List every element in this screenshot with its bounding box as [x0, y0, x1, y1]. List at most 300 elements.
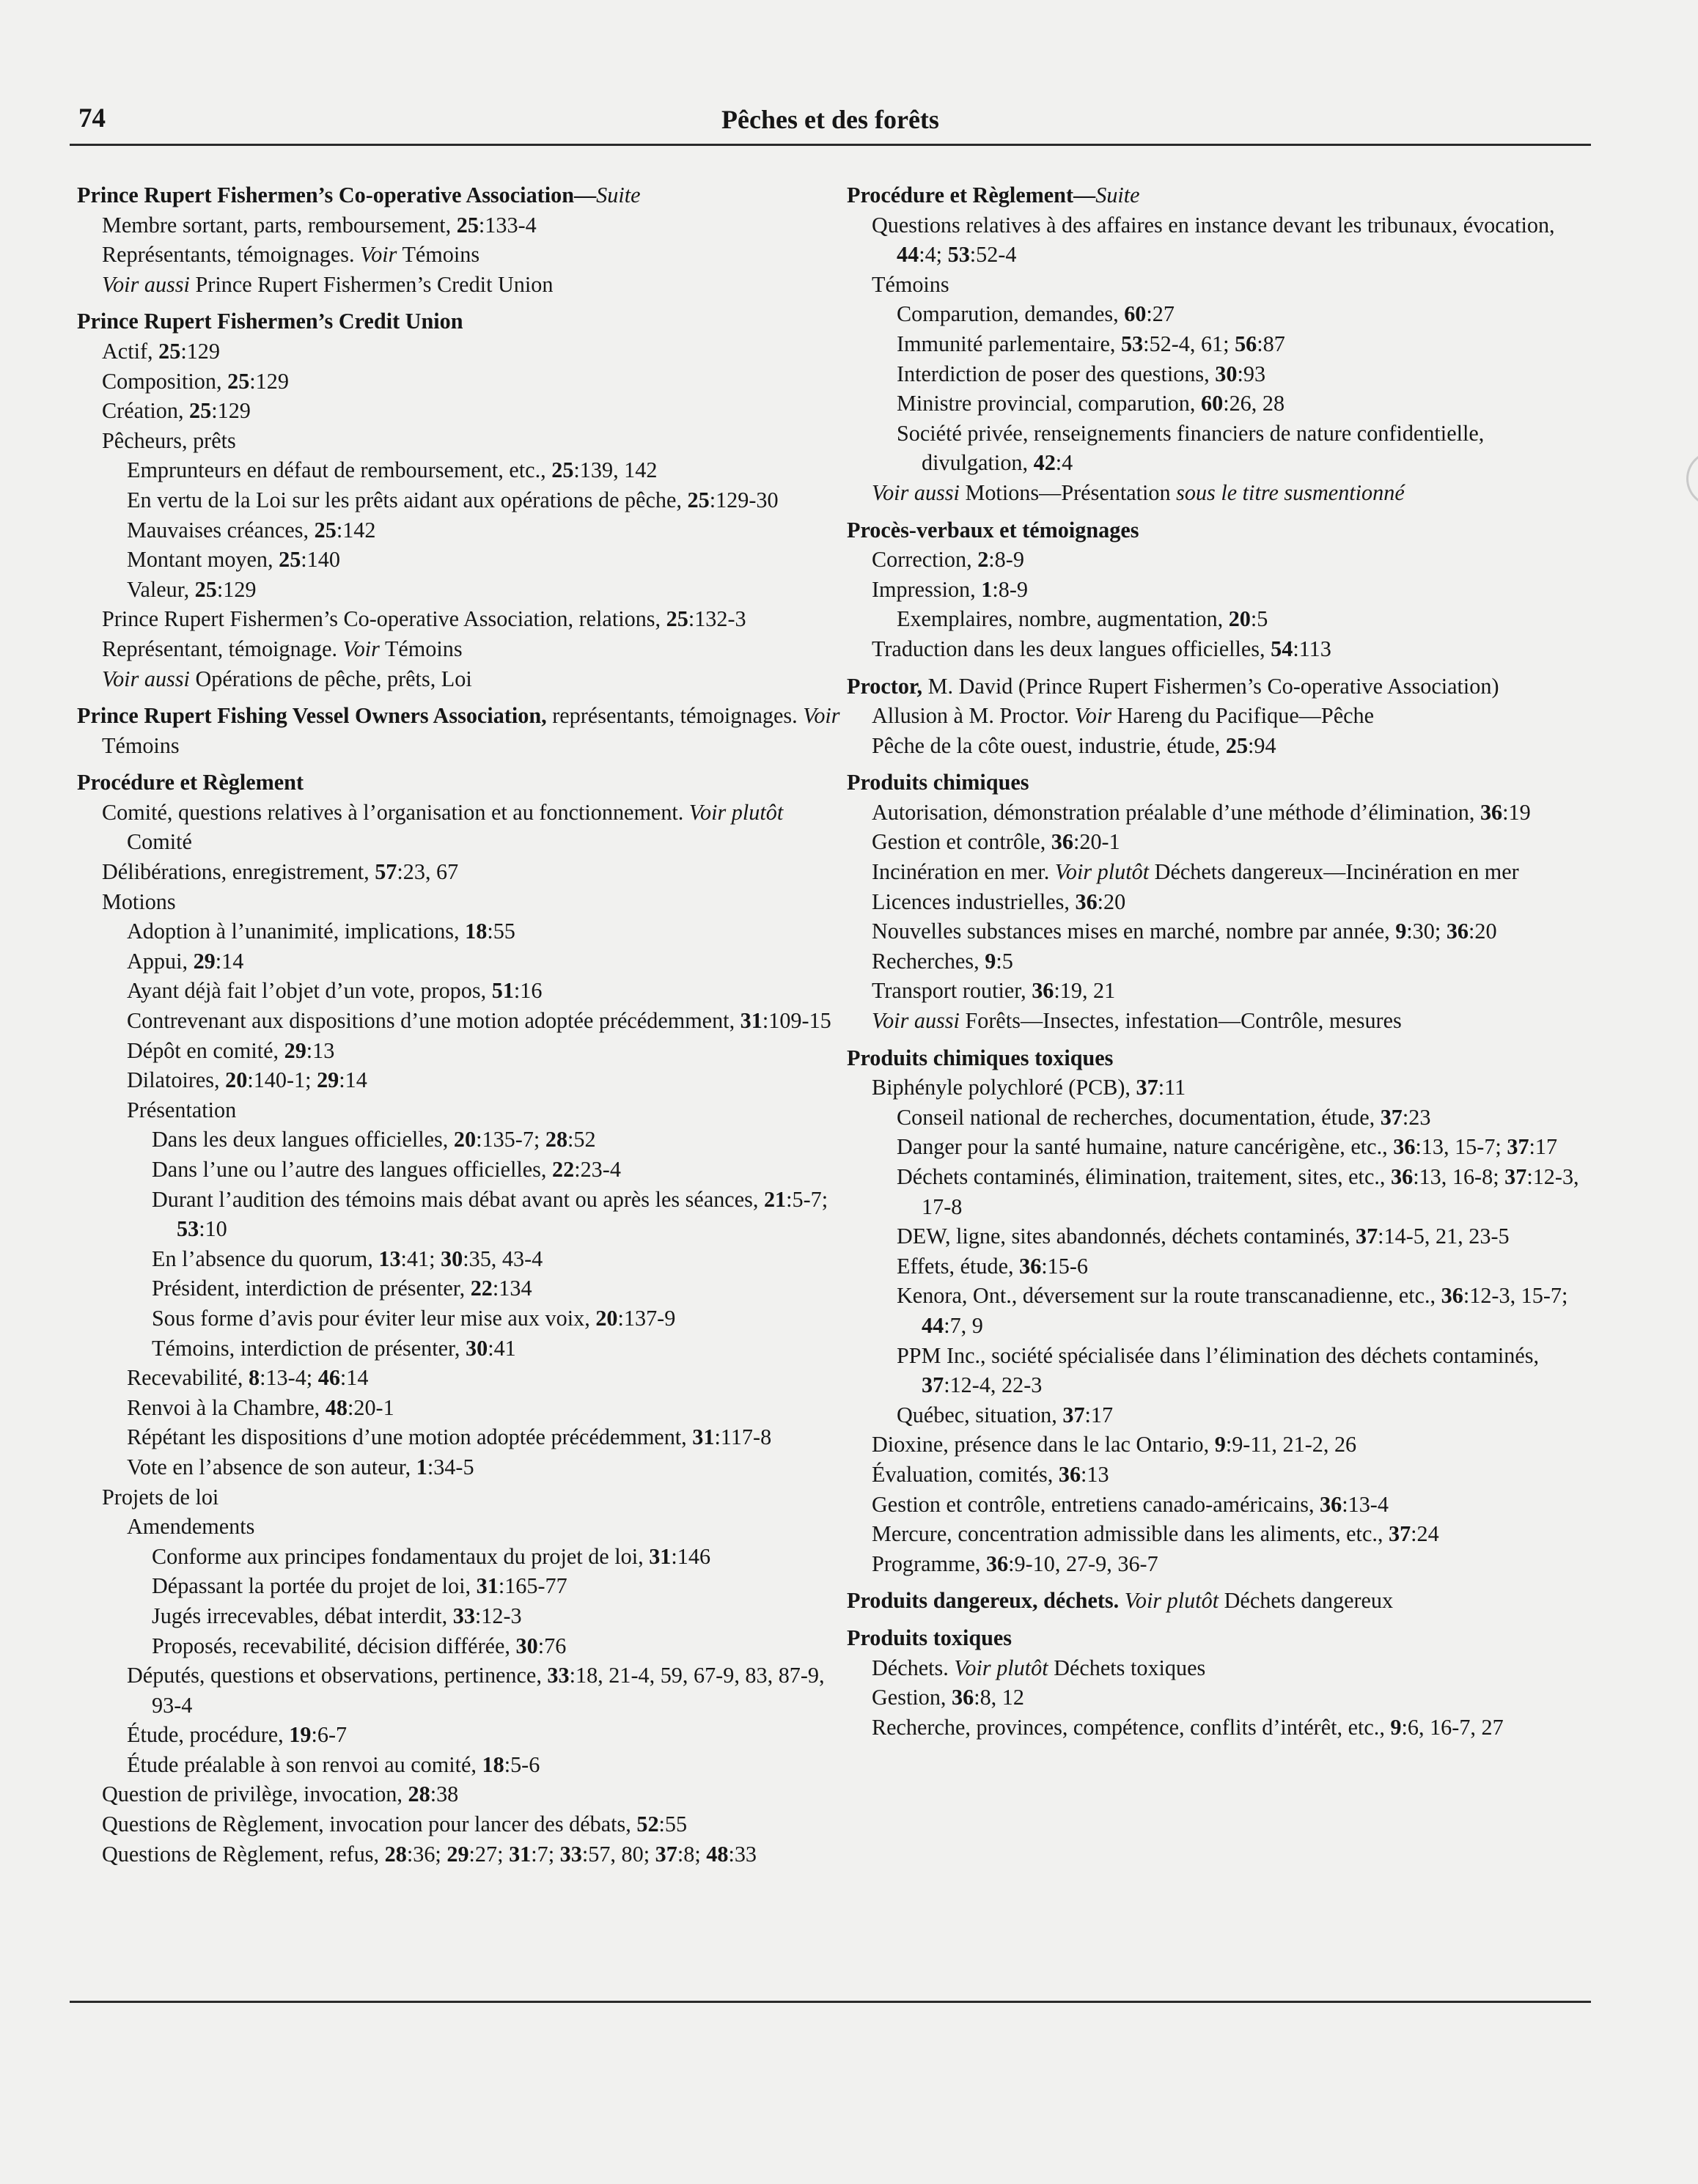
entry-text: :27; [468, 1841, 510, 1867]
index-subentry [847, 299, 1591, 329]
entry-text: :129 [249, 368, 289, 394]
entry-text: :4; [919, 242, 948, 268]
entry-text: Prince Rupert Fishermen’s Co-operative Association [77, 183, 574, 207]
entry-text: 29 [193, 948, 216, 974]
entry-text: Proctor, [847, 673, 923, 699]
entry-text: :52-4 [969, 242, 1017, 268]
entry-text: Immunité parlementaire, [897, 331, 1121, 356]
entry-text: :20-1 [347, 1394, 394, 1420]
entry-text: Québec, situation, [897, 1402, 1063, 1427]
entry-text: 37 [1062, 1402, 1085, 1427]
entry-text: :17 [1084, 1402, 1114, 1427]
index-subentry [77, 1661, 847, 1720]
entry-text: 25 [666, 606, 688, 632]
entry-text: Dépôt en comité, [127, 1037, 284, 1063]
entry-text: Dioxine, présence dans le lac Ontario, [872, 1432, 1215, 1457]
entry-text: 52 [636, 1812, 659, 1837]
entry-text: Évaluation, comités, [872, 1461, 1059, 1487]
entry-text: :52-4, 61; [1143, 331, 1235, 356]
entry-text: :34-5 [427, 1454, 474, 1479]
entry-text: 19 [289, 1722, 312, 1748]
index-subentry [77, 1334, 847, 1364]
entry-text: 29 [446, 1841, 469, 1867]
entry-text: Montant moyen, [127, 547, 279, 573]
entry-text: 36 [952, 1685, 974, 1710]
entry-text: représentants, témoignages. [546, 703, 804, 729]
index-subentry [77, 1273, 847, 1304]
entry-text: Étude, procédure, [127, 1722, 290, 1748]
index-subentry [77, 1363, 847, 1393]
index-column-right [847, 180, 1591, 1742]
entry-text: Appui, [127, 948, 194, 974]
entry-text: 36 [1441, 1283, 1463, 1309]
entry-text: Pêcheurs, prêts [102, 427, 236, 453]
entry-text: 25 [687, 487, 710, 512]
entry-text: Valeur, [127, 576, 195, 602]
binder-tab-mark [1686, 451, 1698, 507]
entry-text: :20 [1469, 919, 1497, 944]
index-subentry [77, 396, 847, 426]
entry-text: :41; [400, 1246, 441, 1271]
entry-text: Ayant déjà fait l’objet d’un vote, propos, [127, 978, 492, 1004]
entry-text: Licences industrielles, [872, 889, 1076, 914]
entry-text: 20 [595, 1305, 618, 1331]
entry-text: 9 [1214, 1432, 1226, 1457]
entry-text: :14 [215, 948, 244, 974]
entry-text: Voir plutôt [1054, 859, 1150, 885]
entry-text: Membre sortant, parts, remboursement, [102, 212, 457, 238]
index-subentry [847, 731, 1591, 761]
entry-text: :33 [728, 1841, 757, 1867]
entry-text: Voir [342, 636, 380, 661]
entry-text: Conseil national de recherches, documentation, étude, [897, 1104, 1381, 1130]
index-subentry [847, 1281, 1591, 1340]
index-subentry [847, 1400, 1591, 1430]
entry-text: 37 [1507, 1134, 1529, 1160]
index-subentry [847, 1653, 1591, 1683]
entry-text: Prince Rupert Fishing Vessel Owners Association, [77, 703, 547, 729]
entry-text: 36 [1391, 1164, 1414, 1189]
index-heading [847, 515, 1591, 545]
entry-text: 8 [248, 1365, 260, 1391]
entry-text: Déchets dangereux—Incinération en mer [1149, 859, 1519, 885]
entry-text: Nouvelles substances mises en marché, nombre par année, [872, 919, 1396, 944]
index-subentry [77, 455, 847, 485]
entry-text: 25 [158, 338, 181, 364]
index-heading [77, 701, 847, 760]
entry-text: — [573, 183, 597, 207]
entry-text: Produits chimiques toxiques [847, 1045, 1114, 1070]
entry-text: Représentant, témoignage. [102, 636, 343, 661]
entry-text: Voir plutôt [954, 1655, 1048, 1680]
entry-text: Dilatoires, [127, 1067, 226, 1093]
index-subentry [847, 946, 1591, 977]
entry-text: Procès-verbaux et témoignages [847, 517, 1139, 543]
index-subentry [847, 1006, 1591, 1036]
entry-text: Gestion et contrôle, [872, 829, 1051, 855]
index-subentry [847, 887, 1591, 917]
entry-text: 33 [559, 1841, 582, 1867]
entry-text: 36 [1320, 1491, 1342, 1517]
entry-text: :13-4; [260, 1365, 318, 1391]
entry-text: Voir [803, 703, 840, 729]
entry-text: :6-7 [311, 1722, 348, 1748]
entry-text: :140-1; [247, 1067, 317, 1093]
entry-text: Forêts—Insectes, infestation—Contrôle, mesures [959, 1008, 1402, 1034]
entry-text: Amendements [127, 1514, 255, 1540]
entry-text: Dans l’une ou l’autre des langues officielles, [152, 1157, 552, 1182]
index-subentry [847, 575, 1591, 605]
entry-text: sous le titre susmentionné [1176, 479, 1405, 505]
entry-text: :93 [1237, 361, 1266, 386]
entry-text: Témoins [379, 636, 463, 661]
entry-text: Produits chimiques [847, 770, 1029, 795]
entry-text: 20 [1228, 606, 1251, 632]
index-subentry [77, 1452, 847, 1482]
entry-text: Prince Rupert Fishermen’s Credit Union [189, 271, 554, 297]
entry-text: Gestion et contrôle, entretiens canado-américains, [872, 1491, 1320, 1517]
footer-rule [70, 2001, 1591, 2003]
running-title: Pêches et des forêts [721, 105, 939, 134]
entry-text: Déchets. [872, 1655, 955, 1680]
entry-text: Questions de Règlement, refus, [102, 1841, 385, 1867]
entry-text: 37 [1355, 1224, 1378, 1249]
entry-text: 36 [1393, 1134, 1416, 1160]
index-subentry [847, 329, 1591, 359]
entry-text: Danger pour la santé humaine, nature cancérigène, etc., [897, 1134, 1394, 1160]
index-subentry [847, 210, 1591, 270]
entry-text: :19 [1502, 799, 1531, 825]
entry-text: Députés, questions et observations, pertinence, [127, 1663, 548, 1688]
entry-text: 29 [317, 1067, 339, 1093]
page-header [70, 103, 1591, 141]
entry-text: :109-15 [762, 1008, 831, 1034]
index-subentry [77, 634, 847, 664]
index-subentry [77, 485, 847, 515]
entry-text: 9 [1390, 1714, 1402, 1740]
entry-text: Autorisation, démonstration préalable d’une méthode d’élimination, [872, 799, 1480, 825]
entry-text: 9 [1395, 919, 1407, 944]
entry-text: En l’absence du quorum, [152, 1246, 379, 1271]
entry-text: 31 [509, 1841, 532, 1867]
entry-text: Dans les deux langues officielles, [152, 1127, 454, 1152]
index-subentry [77, 1422, 847, 1452]
entry-text: Présentation [127, 1097, 237, 1122]
entry-text: 36 [1480, 799, 1503, 825]
entry-text: :13 [1081, 1461, 1109, 1487]
entry-text: :139, 142 [573, 457, 658, 483]
entry-text: Voir aussi [102, 666, 190, 691]
entry-text: 25 [279, 547, 301, 573]
index-subentry [847, 604, 1591, 634]
entry-text: Recherches, [872, 948, 985, 974]
entry-text: Voir aussi [872, 1008, 960, 1034]
entry-text: Suite [1095, 183, 1140, 207]
entry-text: 37 [1388, 1521, 1411, 1547]
entry-text: :18, 21-4, 59, 67-9, 83, 87-9, 93-4 [152, 1663, 825, 1718]
entry-text: :15-6 [1041, 1253, 1089, 1279]
entry-text: Mauvaises créances, [127, 517, 315, 543]
entry-text: 37 [655, 1841, 677, 1867]
entry-text: Témoins [872, 271, 949, 297]
entry-text: 36 [1032, 978, 1054, 1004]
index-subentry [77, 664, 847, 694]
entry-text: 29 [284, 1037, 306, 1063]
entry-text: :14 [339, 1067, 367, 1093]
index-subentry [77, 1036, 847, 1066]
index-subentry [847, 701, 1591, 731]
entry-text: 30 [466, 1335, 488, 1361]
entry-text: :132-3 [688, 606, 746, 632]
entry-text: 60 [1124, 301, 1147, 327]
entry-text: Motions—Présentation [959, 479, 1177, 505]
entry-text: :12-3, 15-7; [1463, 1283, 1568, 1309]
index-heading [847, 180, 1591, 210]
index-heading [847, 768, 1591, 798]
entry-text: :10 [199, 1216, 227, 1242]
entry-text: 25 [456, 212, 479, 238]
entry-text: 37 [1380, 1104, 1403, 1130]
index-subentry [77, 337, 847, 367]
entry-text: :30; [1406, 919, 1447, 944]
entry-text: :8-9 [992, 576, 1028, 602]
entry-text: 37 [922, 1372, 944, 1398]
entry-text: 18 [482, 1751, 504, 1777]
entry-text: :9-10, 27-9, 36-7 [1008, 1551, 1158, 1576]
index-subentry [77, 1482, 847, 1512]
entry-text: Proposés, recevabilité, décision différée, [152, 1633, 516, 1658]
index-heading [77, 180, 847, 210]
entry-text: 60 [1201, 391, 1224, 416]
header-rule [70, 144, 1591, 146]
entry-text: Voir aussi [102, 271, 190, 297]
entry-text: PPM Inc., société spécialisée dans l’élimination des déchets contaminés, [897, 1342, 1540, 1368]
entry-text: 37 [1504, 1164, 1527, 1189]
entry-text: 25 [314, 517, 337, 543]
entry-text: Gestion, [872, 1685, 952, 1710]
entry-text: Produits dangereux, déchets. [847, 1588, 1120, 1614]
entry-text: Comité [127, 829, 192, 855]
entry-text: Société privée, renseignements financiers de nature confidentielle, divulgation, [897, 420, 1485, 476]
index-subentry [847, 1683, 1591, 1713]
index-subentry [77, 1571, 847, 1601]
entry-text: :129 [180, 338, 220, 364]
index-subentry [847, 798, 1591, 828]
entry-text: Répétant les dispositions d’une motion adoptée précédemment, [127, 1424, 693, 1450]
index-subentry [77, 1095, 847, 1125]
entry-text: 1 [416, 1454, 427, 1479]
entry-text: 36 [1058, 1461, 1081, 1487]
index-subentry [77, 1779, 847, 1809]
entry-text: :57, 80; [581, 1841, 655, 1867]
entry-text: 53 [1120, 331, 1144, 356]
entry-text: Comité, questions relatives à l’organisation et au fonctionnement. [102, 799, 689, 825]
index-subentry [77, 575, 847, 605]
entry-text: Renvoi à la Chambre, [127, 1394, 326, 1420]
entry-text: :6, 16-7, 27 [1401, 1714, 1504, 1740]
entry-text: 28 [384, 1841, 407, 1867]
entry-text: 28 [545, 1127, 568, 1152]
entry-text: 31 [476, 1573, 499, 1599]
entry-text: Allusion à M. Proctor. [872, 703, 1075, 729]
entry-text: 22 [552, 1157, 575, 1182]
entry-text: Jugés irrecevables, débat interdit, [152, 1603, 453, 1628]
entry-text: :142 [336, 517, 376, 543]
entry-text: 1 [981, 576, 993, 602]
index-subentry [77, 798, 847, 857]
entry-text: Vote en l’absence de son auteur, [127, 1454, 416, 1479]
index-column-left [77, 180, 847, 1869]
entry-text: 25 [227, 368, 250, 394]
entry-text: :26, 28 [1223, 391, 1285, 416]
index-subentry [77, 916, 847, 946]
index-subentry [847, 1341, 1591, 1400]
index-subentry [77, 1125, 847, 1155]
entry-text: :8; [677, 1841, 707, 1867]
entry-text: :35, 43-4 [463, 1246, 543, 1271]
index-subentry [77, 887, 847, 917]
entry-text: Délibérations, enregistrement, [102, 859, 375, 885]
index-subentry [847, 1073, 1591, 1103]
entry-text: :13, 15-7; [1415, 1134, 1507, 1160]
index-subentry [77, 976, 847, 1006]
entry-text: 31 [692, 1424, 715, 1450]
entry-text: Programme, [872, 1551, 986, 1576]
entry-text: Kenora, Ont., déversement sur la route transcanadienne, etc., [897, 1283, 1441, 1309]
index-subentry [847, 857, 1591, 887]
index-heading [77, 306, 847, 337]
entry-text: Recevabilité, [127, 1365, 249, 1391]
index-subentry [77, 1542, 847, 1572]
index-subentry [847, 389, 1591, 419]
page-number: 74 [78, 103, 106, 133]
entry-text: Recherche, provinces, compétence, conflits d’intérêt, etc., [872, 1714, 1391, 1740]
entry-text: Comparution, demandes, [897, 301, 1125, 327]
entry-text: Question de privilège, invocation, [102, 1782, 408, 1807]
index-subentry [77, 1601, 847, 1631]
entry-text: Représentants, témoignages. [102, 242, 361, 268]
entry-text: Questions relatives à des affaires en instance devant les tribunaux, évocation, [872, 212, 1555, 238]
entry-text: Déchets toxiques [1048, 1655, 1206, 1680]
entry-text: 48 [706, 1841, 729, 1867]
entry-text: 33 [547, 1663, 570, 1688]
index-heading [847, 1043, 1591, 1073]
entry-text: 28 [408, 1782, 430, 1807]
entry-text: :23-4 [574, 1157, 621, 1182]
index-subentry [847, 1251, 1591, 1282]
entry-text: :8-9 [988, 547, 1024, 573]
index-subentry [847, 1162, 1591, 1221]
entry-text: 57 [375, 859, 397, 885]
entry-text: Procédure et Règlement [77, 770, 304, 795]
entry-text: :135-7; [476, 1127, 545, 1152]
entry-text: 21 [763, 1186, 787, 1212]
entry-text: :16 [513, 978, 543, 1004]
entry-text: :23 [1402, 1104, 1431, 1130]
entry-text: :8, 12 [974, 1685, 1024, 1710]
index-subentry [77, 1244, 847, 1274]
entry-text: :23, 67 [397, 859, 459, 885]
entry-text: Composition, [102, 368, 228, 394]
index-subentry [847, 916, 1591, 946]
entry-text: :129-30 [709, 487, 779, 512]
entry-text: :19, 21 [1054, 978, 1116, 1004]
entry-text: Pêche de la côte ouest, industrie, étude, [872, 732, 1226, 758]
index-subentry [77, 1631, 847, 1661]
entry-text: Sous forme d’avis pour éviter leur mise aux voix, [152, 1305, 596, 1331]
index-subentry [847, 1221, 1591, 1251]
entry-text: :133-4 [478, 212, 537, 238]
entry-text: 25 [189, 398, 212, 424]
entry-text: :117-8 [714, 1424, 772, 1450]
entry-text: :20-1 [1073, 829, 1120, 855]
entry-text: 20 [225, 1067, 248, 1093]
entry-text: Témoins [397, 242, 480, 268]
index-subentry [847, 1519, 1591, 1549]
entry-text: 54 [1271, 636, 1293, 661]
index-subentry [77, 210, 847, 240]
entry-text: 36 [1019, 1253, 1042, 1279]
index-subentry [847, 976, 1591, 1006]
entry-text: :9-11, 21-2, 26 [1225, 1432, 1357, 1457]
index-heading [847, 1586, 1591, 1616]
index-subentry [847, 1103, 1591, 1133]
entry-text: Actif, [102, 338, 159, 364]
index-heading [847, 672, 1591, 702]
entry-text: :137-9 [617, 1305, 676, 1331]
entry-text: Prince Rupert Fishermen’s Co-operative Association, relations, [102, 606, 666, 632]
entry-text: :12-3 [474, 1603, 522, 1628]
entry-text: :113 [1293, 636, 1331, 661]
entry-text: :20 [1097, 889, 1126, 914]
entry-text: 51 [491, 978, 514, 1004]
index-subentry [77, 946, 847, 977]
entry-text: Voir plutôt [688, 799, 784, 825]
entry-text: :140 [301, 547, 340, 573]
entry-text: 36 [1446, 919, 1469, 944]
index-subentry [847, 634, 1591, 664]
entry-text: Suite [596, 183, 641, 207]
entry-text: Motions [102, 889, 176, 914]
entry-text: Ministre provincial, comparution, [897, 391, 1201, 416]
index-heading [77, 768, 847, 798]
entry-text: :5-7; [786, 1186, 828, 1212]
entry-text: :13, 16-8; [1413, 1164, 1505, 1189]
entry-text: — [1073, 183, 1096, 207]
entry-text: :55 [487, 919, 515, 944]
entry-text: Durant l’audition des témoins mais débat avant ou après les séances, [152, 1186, 764, 1212]
index-subentry [77, 1720, 847, 1750]
index-subentry [847, 359, 1591, 389]
entry-text: Procédure et Règlement [847, 183, 1074, 207]
entry-text: 31 [740, 1008, 762, 1034]
index-subentry [77, 1006, 847, 1036]
entry-text: :4 [1055, 450, 1073, 476]
entry-text: En vertu de la Loi sur les prêts aidant aux opérations de pêche, [127, 487, 688, 512]
entry-text: Étude préalable à son renvoi au comité, [127, 1751, 482, 1777]
entry-text: 46 [317, 1365, 340, 1391]
entry-text: Projets de loi [102, 1484, 219, 1510]
entry-text: :12-3, 17-8 [922, 1164, 1579, 1219]
entry-text: :87 [1257, 331, 1285, 356]
entry-text: :14-5, 21, 23-5 [1378, 1224, 1510, 1249]
index-subentry [847, 270, 1591, 300]
entry-text: Témoins, interdiction de présenter, [152, 1335, 466, 1361]
entry-text: 36 [1051, 829, 1073, 855]
index-subentry [847, 545, 1591, 575]
entry-text: Produits toxiques [847, 1625, 1012, 1650]
entry-text: :14 [339, 1365, 369, 1391]
